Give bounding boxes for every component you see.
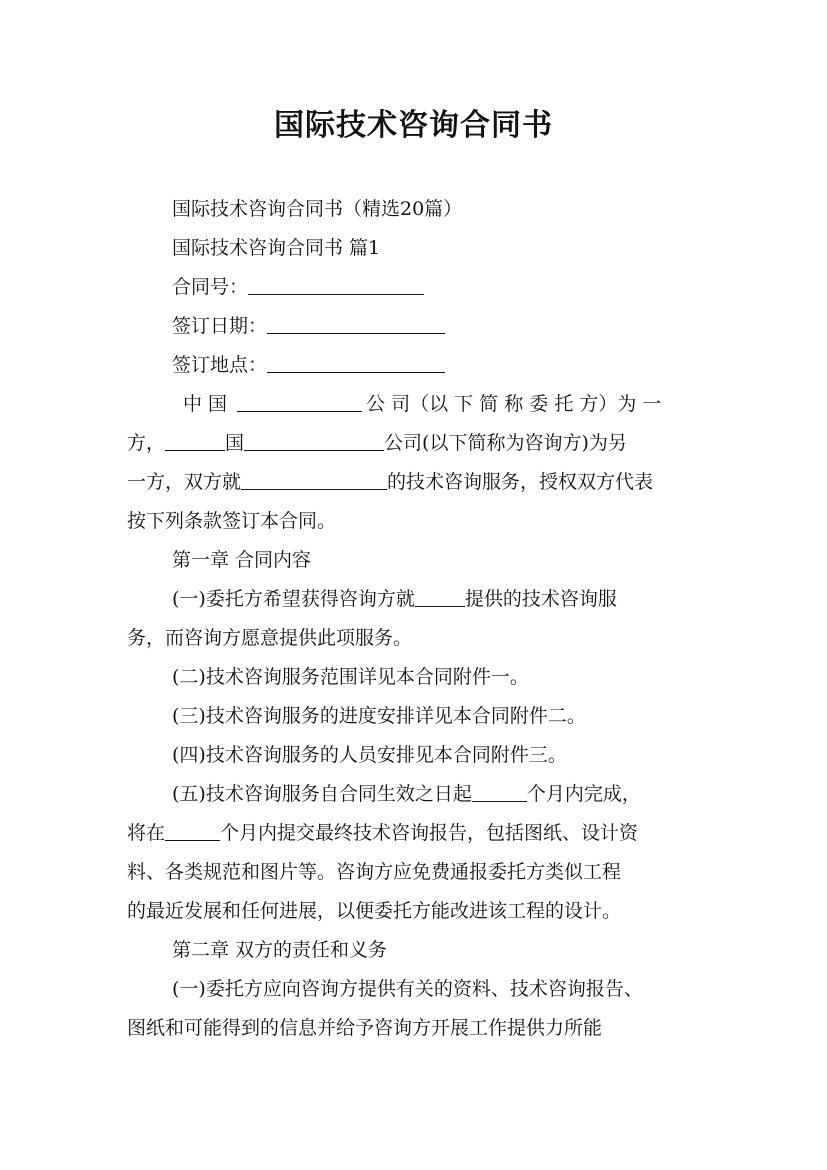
intro-line-2 bbox=[127, 424, 702, 463]
chapter-2-heading: 第二章 双方的责任和义务 bbox=[172, 939, 388, 961]
intro-line-4: 按下列条款签订本合同。 bbox=[127, 510, 337, 532]
intro-text: 中 国 bbox=[183, 393, 228, 415]
sign-date-line bbox=[127, 307, 702, 346]
intro-text: 方， bbox=[127, 432, 166, 454]
c1-item3: (三)技术咨询服务的进度安排详见本合同附件二。 bbox=[172, 705, 586, 727]
intro-text: 的技术咨询服务，授权双方代表 bbox=[387, 471, 654, 493]
contract-number-line bbox=[127, 268, 702, 307]
party-b-blank bbox=[244, 428, 384, 451]
c1-item5-line2 bbox=[127, 814, 702, 853]
c1-item5-line4: 的最近发展和任何进展，以便委托方能改进该工程的设计。 bbox=[127, 900, 622, 922]
c2-item1-line2: 图纸和可能得到的信息并给予咨询方开展工作提供力所能 bbox=[127, 1017, 603, 1039]
sign-date-blank bbox=[267, 311, 445, 334]
c1-item4: (四)技术咨询服务的人员安排见本合同附件三。 bbox=[172, 744, 567, 766]
contract-number-blank bbox=[248, 272, 424, 295]
sign-place-line bbox=[127, 346, 702, 385]
party-a-blank bbox=[237, 389, 362, 412]
document-body bbox=[127, 190, 702, 1048]
intro-line-3 bbox=[127, 463, 702, 502]
sign-date-label: 签订日期： bbox=[172, 315, 268, 337]
clause-text: 个月内提交最终技术咨询报告，包括图纸、设计资 bbox=[220, 822, 639, 844]
c1-item2: (二)技术咨询服务范围详见本合同附件一。 bbox=[172, 666, 529, 688]
sign-place-label: 签订地点： bbox=[172, 354, 268, 376]
subtitle-line: 国际技术咨询合同书（精选20篇） bbox=[172, 198, 463, 220]
document-title: 国际技术咨询合同书 bbox=[274, 108, 553, 143]
service-blank bbox=[241, 467, 387, 490]
c1-item1-blank bbox=[415, 584, 465, 607]
months-blank-2 bbox=[165, 818, 220, 841]
contract-number-label: 合同号： bbox=[172, 276, 249, 298]
clause-text: (五)技术咨询服务自合同生效之日起 bbox=[172, 783, 472, 805]
clause-text: 提供的技术咨询服 bbox=[464, 588, 617, 610]
part-heading: 国际技术咨询合同书 篇1 bbox=[172, 237, 381, 259]
intro-text: 一方，双方就 bbox=[127, 471, 242, 493]
c1-item1-line2: 务，而咨询方愿意提供此项服务。 bbox=[127, 627, 413, 649]
intro-text: 公司(以下简称为咨询方)为另 bbox=[384, 432, 627, 454]
months-blank-1 bbox=[472, 779, 527, 802]
clause-text: 个月内完成， bbox=[526, 783, 641, 805]
chapter-1-heading: 第一章 合同内容 bbox=[172, 549, 312, 571]
intro-line-1 bbox=[127, 385, 702, 424]
c1-item5-line3: 料、各类规范和图片等。咨询方应免费通报委托方类似工程 bbox=[127, 861, 622, 883]
country-blank bbox=[165, 428, 225, 451]
c1-item1-line1 bbox=[127, 580, 702, 619]
c2-item1-line1: (一)委托方应向咨询方提供有关的资料、技术咨询报告、 bbox=[172, 978, 643, 1000]
clause-text: 将在 bbox=[127, 822, 166, 844]
c1-item5-line1 bbox=[127, 775, 702, 814]
intro-text: 公 司（以 下 简 称 委 托 方）为 一 bbox=[366, 393, 662, 415]
sign-place-blank bbox=[267, 350, 445, 373]
intro-text: 国 bbox=[225, 432, 245, 454]
clause-text: (一)委托方希望获得咨询方就 bbox=[172, 588, 415, 610]
